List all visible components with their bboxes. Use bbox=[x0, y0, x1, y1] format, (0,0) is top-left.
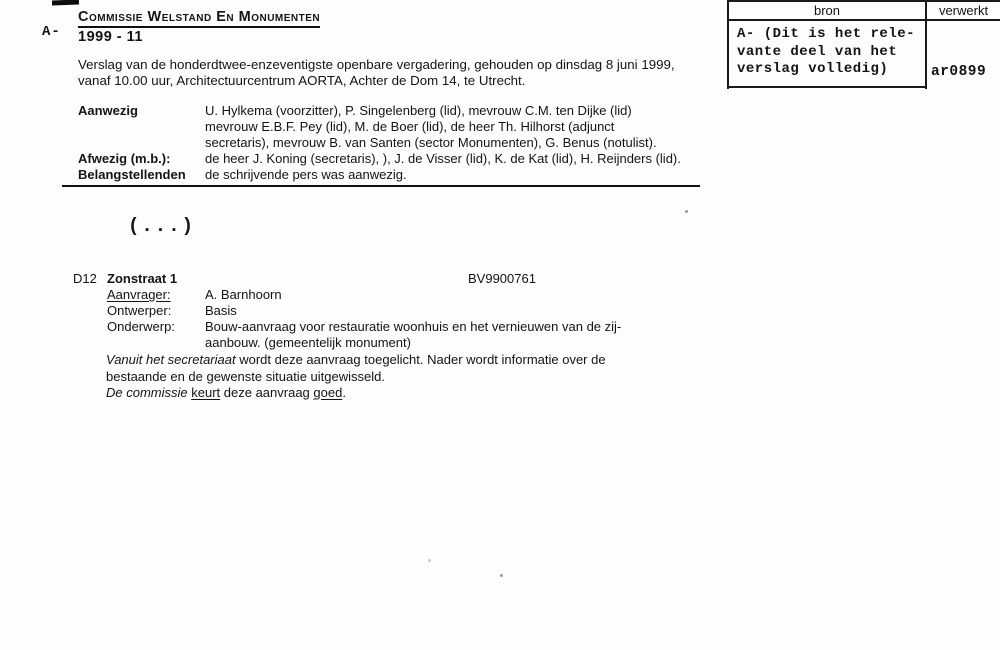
ontwerper-value: Basis bbox=[205, 303, 237, 318]
committee-title: Commissie Welstand En Monumenten bbox=[78, 9, 320, 28]
item-note bbox=[106, 352, 606, 402]
verwerkt-code: ar0899 bbox=[931, 64, 987, 80]
attendance-row-belangstellenden bbox=[78, 167, 681, 183]
section-divider-rule bbox=[62, 185, 700, 187]
belangstellenden-label: Belangstellenden bbox=[78, 167, 186, 182]
belangstellenden-value: de schrijvende pers was aanwezig. bbox=[205, 167, 407, 182]
bron-note-line: A- (Dit is het rele- bbox=[737, 26, 916, 42]
agenda-item-fields bbox=[107, 287, 621, 351]
aanwezig-label: Aanwezig bbox=[78, 103, 138, 118]
bron-cell-note bbox=[737, 26, 915, 79]
aanwezig-line: secretaris), mevrouw B. van Santen (sector Monumenten), G. Benus (notulist). bbox=[205, 135, 657, 150]
note-line bbox=[106, 352, 606, 369]
agenda-item-title: Zonstraat 1 bbox=[107, 271, 178, 286]
field-row-onderwerp-cont bbox=[107, 335, 621, 351]
field-row-ontwerper bbox=[107, 303, 621, 319]
meeting-intro-line: Verslag van de honderdtwee-enzeventigste openbare vergadering, gehouden op dinsdag 8 juni 1999, bbox=[78, 57, 675, 72]
agenda-item-heading bbox=[73, 271, 177, 286]
onderwerp-value-line: aanbouw. (gemeentelijk monument) bbox=[205, 335, 411, 350]
aanvrager-value: A. Barnhoorn bbox=[205, 287, 282, 302]
decision-period: . bbox=[342, 385, 346, 400]
decision-result: goed bbox=[313, 385, 343, 400]
attendance-row bbox=[78, 135, 681, 151]
meeting-intro-line: vanaf 10.00 uur, Architectuurcentrum AORTA, Achter de Dom 14, te Utrecht. bbox=[78, 73, 526, 88]
omission-ellipsis: (...) bbox=[128, 215, 196, 237]
aanwezig-line: mevrouw E.B.F. Pey (lid), M. de Boer (lid), de heer Th. Hilhorst (adjunct bbox=[205, 119, 615, 134]
note-rest: wordt deze aanvraag toegelicht. Nader wordt informatie over de bbox=[239, 352, 606, 367]
note-line: bestaande en de gewenste situatie uitgewisseld. bbox=[106, 368, 385, 384]
archive-stamp-table bbox=[727, 0, 1000, 89]
afwezig-value: de heer J. Koning (secretaris), ), J. de Visser (lid), K. de Kat (lid), H. Reijnders (lid). bbox=[205, 151, 681, 166]
decision-italic-lead: De commissie bbox=[106, 385, 192, 400]
aanwezig-line: U. Hylkema (voorzitter), P. Singelenberg (lid), mevrouw C.M. ten Dijke (lid) bbox=[205, 103, 632, 118]
attendance-row-aanwezig bbox=[78, 103, 681, 119]
bron-note-line: vante deel van het bbox=[737, 43, 898, 60]
decision-verb: keurt bbox=[191, 385, 221, 400]
empty-label bbox=[107, 335, 205, 351]
verwerkt-column-header: verwerkt bbox=[938, 3, 989, 18]
table-header-rule bbox=[727, 19, 1000, 21]
ontwerper-label: Ontwerper: bbox=[107, 303, 172, 318]
table-border-bottom bbox=[727, 86, 926, 88]
attendance-row bbox=[78, 119, 681, 135]
field-row-aanvrager bbox=[107, 287, 621, 303]
scan-speck bbox=[500, 574, 503, 577]
meeting-intro bbox=[78, 57, 675, 89]
scan-artifact-mark bbox=[52, 0, 79, 5]
onderwerp-value-line: Bouw-aanvraag voor restauratie woonhuis en het vernieuwen van de zij- bbox=[205, 319, 622, 334]
attendance-section bbox=[78, 103, 681, 183]
scan-speck bbox=[685, 210, 688, 213]
onderwerp-label: Onderwerp: bbox=[107, 319, 175, 334]
agenda-item-code: D12 bbox=[73, 271, 97, 286]
afwezig-label: Afwezig (m.b.): bbox=[78, 151, 171, 166]
aanvrager-label: Aanvrager: bbox=[107, 287, 171, 302]
table-border-top bbox=[727, 0, 1000, 2]
empty-label bbox=[78, 119, 205, 135]
case-number: BV9900761 bbox=[468, 271, 536, 286]
scan-speck bbox=[428, 559, 431, 562]
attendance-row-afwezig bbox=[78, 151, 681, 167]
note-italic-lead: Vanuit het secretariaat bbox=[106, 352, 240, 367]
bron-note-line: verslag volledig) bbox=[737, 61, 889, 77]
empty-label bbox=[78, 135, 205, 151]
issue-number: 1999 - 11 bbox=[78, 29, 143, 45]
bron-column-header: bron bbox=[813, 3, 841, 18]
margin-annotation: A- bbox=[42, 24, 61, 40]
decision-line bbox=[106, 385, 606, 402]
field-row-onderwerp bbox=[107, 319, 621, 335]
decision-mid: deze aanvraag bbox=[220, 385, 314, 400]
